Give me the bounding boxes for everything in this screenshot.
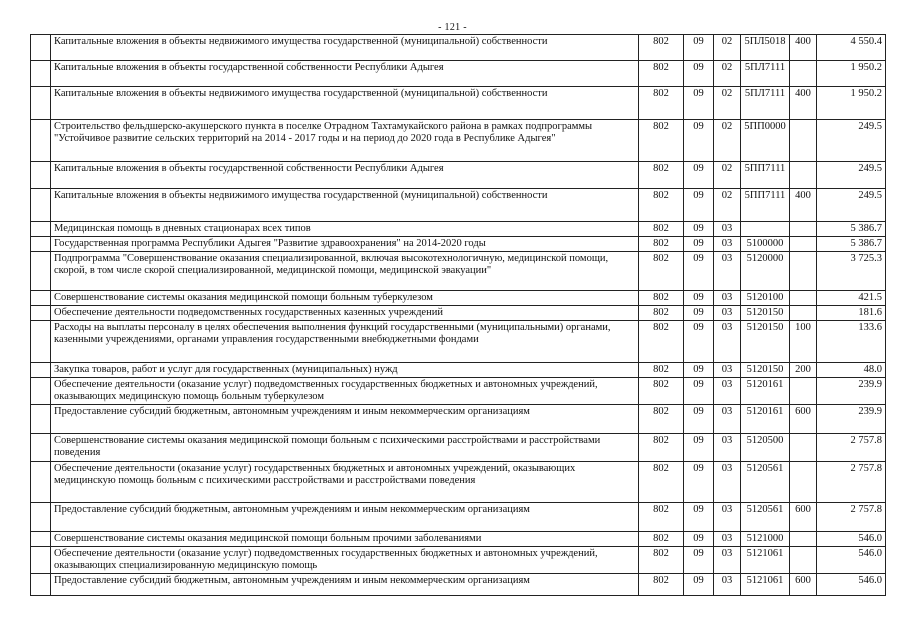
expense-name-cell: Капитальные вложения в объекты государственной собственности Республики Адыгея xyxy=(51,61,639,87)
table-row xyxy=(31,252,886,291)
target-article-cell: 5ПЛ7111 xyxy=(741,87,790,120)
target-article-cell: 5120500 xyxy=(741,434,790,462)
table-row xyxy=(31,291,886,306)
subsection-code-cell: 03 xyxy=(714,574,741,596)
section-code-cell: 09 xyxy=(684,35,714,61)
department-code-cell: 802 xyxy=(639,462,684,503)
department-code-cell: 802 xyxy=(639,252,684,291)
expense-type-cell xyxy=(790,222,817,237)
subsection-code-cell: 03 xyxy=(714,405,741,434)
department-code-cell: 802 xyxy=(639,120,684,162)
expense-type-cell xyxy=(790,162,817,189)
amount-cell: 421.5 xyxy=(817,291,886,306)
section-code-cell: 09 xyxy=(684,532,714,547)
department-code-cell: 802 xyxy=(639,35,684,61)
row-margin-cell xyxy=(31,120,51,162)
section-code-cell: 09 xyxy=(684,378,714,405)
section-code-cell: 09 xyxy=(684,222,714,237)
amount-cell: 2 757.8 xyxy=(817,462,886,503)
subsection-code-cell: 02 xyxy=(714,120,741,162)
amount-cell: 1 950.2 xyxy=(817,61,886,87)
subsection-code-cell: 03 xyxy=(714,252,741,291)
section-code-cell: 09 xyxy=(684,120,714,162)
amount-cell: 3 725.3 xyxy=(817,252,886,291)
expense-type-cell xyxy=(790,378,817,405)
expense-name-cell: Строительство фельдшерско-акушерского пункта в поселке Отрадном Тахтамукайского района в рамках подпрограммы "Устойчивое развитие сельских территорий на 2014 - 2017 годы и на период до 2020 года в Республике Адыгея" xyxy=(51,120,639,162)
row-margin-cell xyxy=(31,306,51,321)
expense-name-cell: Обеспечение деятельности (оказание услуг) государственных бюджетных и автономных учреждений, оказывающих медицинскую помощь больным с психическими расстройствами и расстройствами поведения xyxy=(51,462,639,503)
subsection-code-cell: 03 xyxy=(714,291,741,306)
amount-cell: 249.5 xyxy=(817,189,886,222)
subsection-code-cell: 03 xyxy=(714,462,741,503)
target-article-cell: 5120150 xyxy=(741,321,790,363)
table-row xyxy=(31,532,886,547)
amount-cell: 239.9 xyxy=(817,378,886,405)
amount-cell: 48.0 xyxy=(817,363,886,378)
amount-cell: 133.6 xyxy=(817,321,886,363)
department-code-cell: 802 xyxy=(639,503,684,532)
section-code-cell: 09 xyxy=(684,162,714,189)
amount-cell: 249.5 xyxy=(817,120,886,162)
expense-name-cell: Капитальные вложения в объекты государственной собственности Республики Адыгея xyxy=(51,162,639,189)
department-code-cell: 802 xyxy=(639,434,684,462)
target-article-cell: 5120150 xyxy=(741,306,790,321)
expense-type-cell xyxy=(790,61,817,87)
page-number: - 121 - xyxy=(438,22,467,33)
section-code-cell: 09 xyxy=(684,434,714,462)
table-row xyxy=(31,87,886,120)
expense-type-cell xyxy=(790,291,817,306)
row-margin-cell xyxy=(31,162,51,189)
row-margin-cell xyxy=(31,462,51,503)
subsection-code-cell: 03 xyxy=(714,378,741,405)
target-article-cell: 5120561 xyxy=(741,462,790,503)
expense-type-cell xyxy=(790,532,817,547)
amount-cell: 5 386.7 xyxy=(817,237,886,252)
amount-cell: 239.9 xyxy=(817,405,886,434)
table-row xyxy=(31,405,886,434)
target-article-cell: 5120561 xyxy=(741,503,790,532)
row-margin-cell xyxy=(31,87,51,120)
row-margin-cell xyxy=(31,237,51,252)
table-row xyxy=(31,363,886,378)
section-code-cell: 09 xyxy=(684,503,714,532)
row-margin-cell xyxy=(31,61,51,87)
section-code-cell: 09 xyxy=(684,252,714,291)
amount-cell: 4 550.4 xyxy=(817,35,886,61)
section-code-cell: 09 xyxy=(684,363,714,378)
row-margin-cell xyxy=(31,363,51,378)
table-row xyxy=(31,378,886,405)
section-code-cell: 09 xyxy=(684,405,714,434)
department-code-cell: 802 xyxy=(639,189,684,222)
row-margin-cell xyxy=(31,252,51,291)
department-code-cell: 802 xyxy=(639,363,684,378)
section-code-cell: 09 xyxy=(684,462,714,503)
table-row xyxy=(31,189,886,222)
subsection-code-cell: 02 xyxy=(714,189,741,222)
subsection-code-cell: 03 xyxy=(714,547,741,574)
row-margin-cell xyxy=(31,532,51,547)
target-article-cell: 5120150 xyxy=(741,363,790,378)
row-margin-cell xyxy=(31,35,51,61)
table-row xyxy=(31,162,886,189)
expense-name-cell: Капитальные вложения в объекты недвижимого имущества государственной (муниципальной) собственности xyxy=(51,87,639,120)
row-margin-cell xyxy=(31,574,51,596)
expense-name-cell: Капитальные вложения в объекты недвижимого имущества государственной (муниципальной) собственности xyxy=(51,189,639,222)
row-margin-cell xyxy=(31,321,51,363)
expense-name-cell: Обеспечение деятельности (оказание услуг) подведомственных государственных бюджетных и автономных учреждений, оказывающих специализированную медицинскую помощь xyxy=(51,547,639,574)
expense-name-cell: Обеспечение деятельности (оказание услуг) подведомственных государственных бюджетных и автономных учреждений, оказывающих медицинскую помощь больным туберкулезом xyxy=(51,378,639,405)
target-article-cell: 5120100 xyxy=(741,291,790,306)
department-code-cell: 802 xyxy=(639,574,684,596)
target-article-cell: 5100000 xyxy=(741,237,790,252)
amount-cell: 546.0 xyxy=(817,532,886,547)
subsection-code-cell: 03 xyxy=(714,503,741,532)
target-article-cell: 5ПЛ7111 xyxy=(741,61,790,87)
subsection-code-cell: 02 xyxy=(714,87,741,120)
target-article-cell: 5ПП7111 xyxy=(741,189,790,222)
table-row xyxy=(31,222,886,237)
row-margin-cell xyxy=(31,189,51,222)
subsection-code-cell: 02 xyxy=(714,35,741,61)
amount-cell: 2 757.8 xyxy=(817,503,886,532)
target-article-cell xyxy=(741,222,790,237)
row-margin-cell xyxy=(31,434,51,462)
department-code-cell: 802 xyxy=(639,306,684,321)
expense-type-cell: 600 xyxy=(790,503,817,532)
expense-name-cell: Совершенствование системы оказания медицинской помощи больным туберкулезом xyxy=(51,291,639,306)
amount-cell: 2 757.8 xyxy=(817,434,886,462)
row-margin-cell xyxy=(31,378,51,405)
table-body xyxy=(31,35,886,596)
target-article-cell: 5ПП7111 xyxy=(741,162,790,189)
target-article-cell: 5ПП0000 xyxy=(741,120,790,162)
amount-cell: 546.0 xyxy=(817,547,886,574)
table-row xyxy=(31,61,886,87)
expense-name-cell: Обеспечение деятельности подведомственных государственных казенных учреждений xyxy=(51,306,639,321)
expense-name-cell: Предоставление субсидий бюджетным, автономным учреждениям и иным некоммерческим организациям xyxy=(51,405,639,434)
subsection-code-cell: 03 xyxy=(714,434,741,462)
amount-cell: 5 386.7 xyxy=(817,222,886,237)
table-row xyxy=(31,462,886,503)
row-margin-cell xyxy=(31,405,51,434)
subsection-code-cell: 03 xyxy=(714,222,741,237)
subsection-code-cell: 03 xyxy=(714,237,741,252)
expense-type-cell xyxy=(790,252,817,291)
department-code-cell: 802 xyxy=(639,321,684,363)
subsection-code-cell: 03 xyxy=(714,321,741,363)
expense-type-cell xyxy=(790,120,817,162)
department-code-cell: 802 xyxy=(639,61,684,87)
section-code-cell: 09 xyxy=(684,61,714,87)
expense-name-cell: Совершенствование системы оказания медицинской помощи больным с психическими расстройствами и расстройствами поведения xyxy=(51,434,639,462)
department-code-cell: 802 xyxy=(639,237,684,252)
expense-name-cell: Медицинская помощь в дневных стационарах всех типов xyxy=(51,222,639,237)
expense-type-cell: 100 xyxy=(790,321,817,363)
expense-type-cell xyxy=(790,462,817,503)
section-code-cell: 09 xyxy=(684,189,714,222)
expense-type-cell xyxy=(790,434,817,462)
table-row xyxy=(31,306,886,321)
expense-type-cell: 600 xyxy=(790,574,817,596)
row-margin-cell xyxy=(31,547,51,574)
table-row xyxy=(31,35,886,61)
target-article-cell: 5ПЛ5018 xyxy=(741,35,790,61)
table-row xyxy=(31,321,886,363)
expense-type-cell: 600 xyxy=(790,405,817,434)
expense-type-cell: 400 xyxy=(790,87,817,120)
department-code-cell: 802 xyxy=(639,162,684,189)
section-code-cell: 09 xyxy=(684,306,714,321)
expense-type-cell xyxy=(790,306,817,321)
section-code-cell: 09 xyxy=(684,237,714,252)
department-code-cell: 802 xyxy=(639,291,684,306)
subsection-code-cell: 02 xyxy=(714,162,741,189)
department-code-cell: 802 xyxy=(639,222,684,237)
department-code-cell: 802 xyxy=(639,547,684,574)
section-code-cell: 09 xyxy=(684,291,714,306)
expense-type-cell: 400 xyxy=(790,189,817,222)
department-code-cell: 802 xyxy=(639,405,684,434)
amount-cell: 249.5 xyxy=(817,162,886,189)
table-row xyxy=(31,434,886,462)
department-code-cell: 802 xyxy=(639,378,684,405)
table-row xyxy=(31,237,886,252)
expense-name-cell: Государственная программа Республики Адыгея "Развитие здравоохранения" на 2014-2020 годы xyxy=(51,237,639,252)
amount-cell: 546.0 xyxy=(817,574,886,596)
amount-cell: 1 950.2 xyxy=(817,87,886,120)
target-article-cell: 5120161 xyxy=(741,378,790,405)
section-code-cell: 09 xyxy=(684,547,714,574)
subsection-code-cell: 03 xyxy=(714,532,741,547)
row-margin-cell xyxy=(31,291,51,306)
expense-name-cell: Расходы на выплаты персоналу в целях обеспечения выполнения функций государственными (муниципальными) органами, казенными учреждениями, органами управления государственными внебюджетными фондами xyxy=(51,321,639,363)
table-row xyxy=(31,547,886,574)
target-article-cell: 5120161 xyxy=(741,405,790,434)
budget-table xyxy=(30,34,886,596)
amount-cell: 181.6 xyxy=(817,306,886,321)
expense-name-cell: Капитальные вложения в объекты недвижимого имущества государственной (муниципальной) собственности xyxy=(51,35,639,61)
department-code-cell: 802 xyxy=(639,532,684,547)
subsection-code-cell: 03 xyxy=(714,363,741,378)
target-article-cell: 5121061 xyxy=(741,574,790,596)
target-article-cell: 5121000 xyxy=(741,532,790,547)
expense-type-cell: 400 xyxy=(790,35,817,61)
table-row xyxy=(31,120,886,162)
department-code-cell: 802 xyxy=(639,87,684,120)
target-article-cell: 5121061 xyxy=(741,547,790,574)
subsection-code-cell: 02 xyxy=(714,61,741,87)
row-margin-cell xyxy=(31,222,51,237)
table-row xyxy=(31,503,886,532)
section-code-cell: 09 xyxy=(684,321,714,363)
expense-type-cell xyxy=(790,237,817,252)
expense-name-cell: Предоставление субсидий бюджетным, автономным учреждениям и иным некоммерческим организациям xyxy=(51,574,639,596)
target-article-cell: 5120000 xyxy=(741,252,790,291)
row-margin-cell xyxy=(31,503,51,532)
expense-name-cell: Закупка товаров, работ и услуг для государственных (муниципальных) нужд xyxy=(51,363,639,378)
section-code-cell: 09 xyxy=(684,574,714,596)
expense-type-cell: 200 xyxy=(790,363,817,378)
table-row xyxy=(31,574,886,596)
expense-name-cell: Подпрограмма "Совершенствование оказания специализированной, включая высокотехнологичную, медицинской помощи, скорой, в том числе скорой специализированной, медицинской помощи, медицинской эвакуации" xyxy=(51,252,639,291)
subsection-code-cell: 03 xyxy=(714,306,741,321)
section-code-cell: 09 xyxy=(684,87,714,120)
expense-type-cell xyxy=(790,547,817,574)
expense-name-cell: Предоставление субсидий бюджетным, автономным учреждениям и иным некоммерческим организациям xyxy=(51,503,639,532)
expense-name-cell: Совершенствование системы оказания медицинской помощи больным прочими заболеваниями xyxy=(51,532,639,547)
